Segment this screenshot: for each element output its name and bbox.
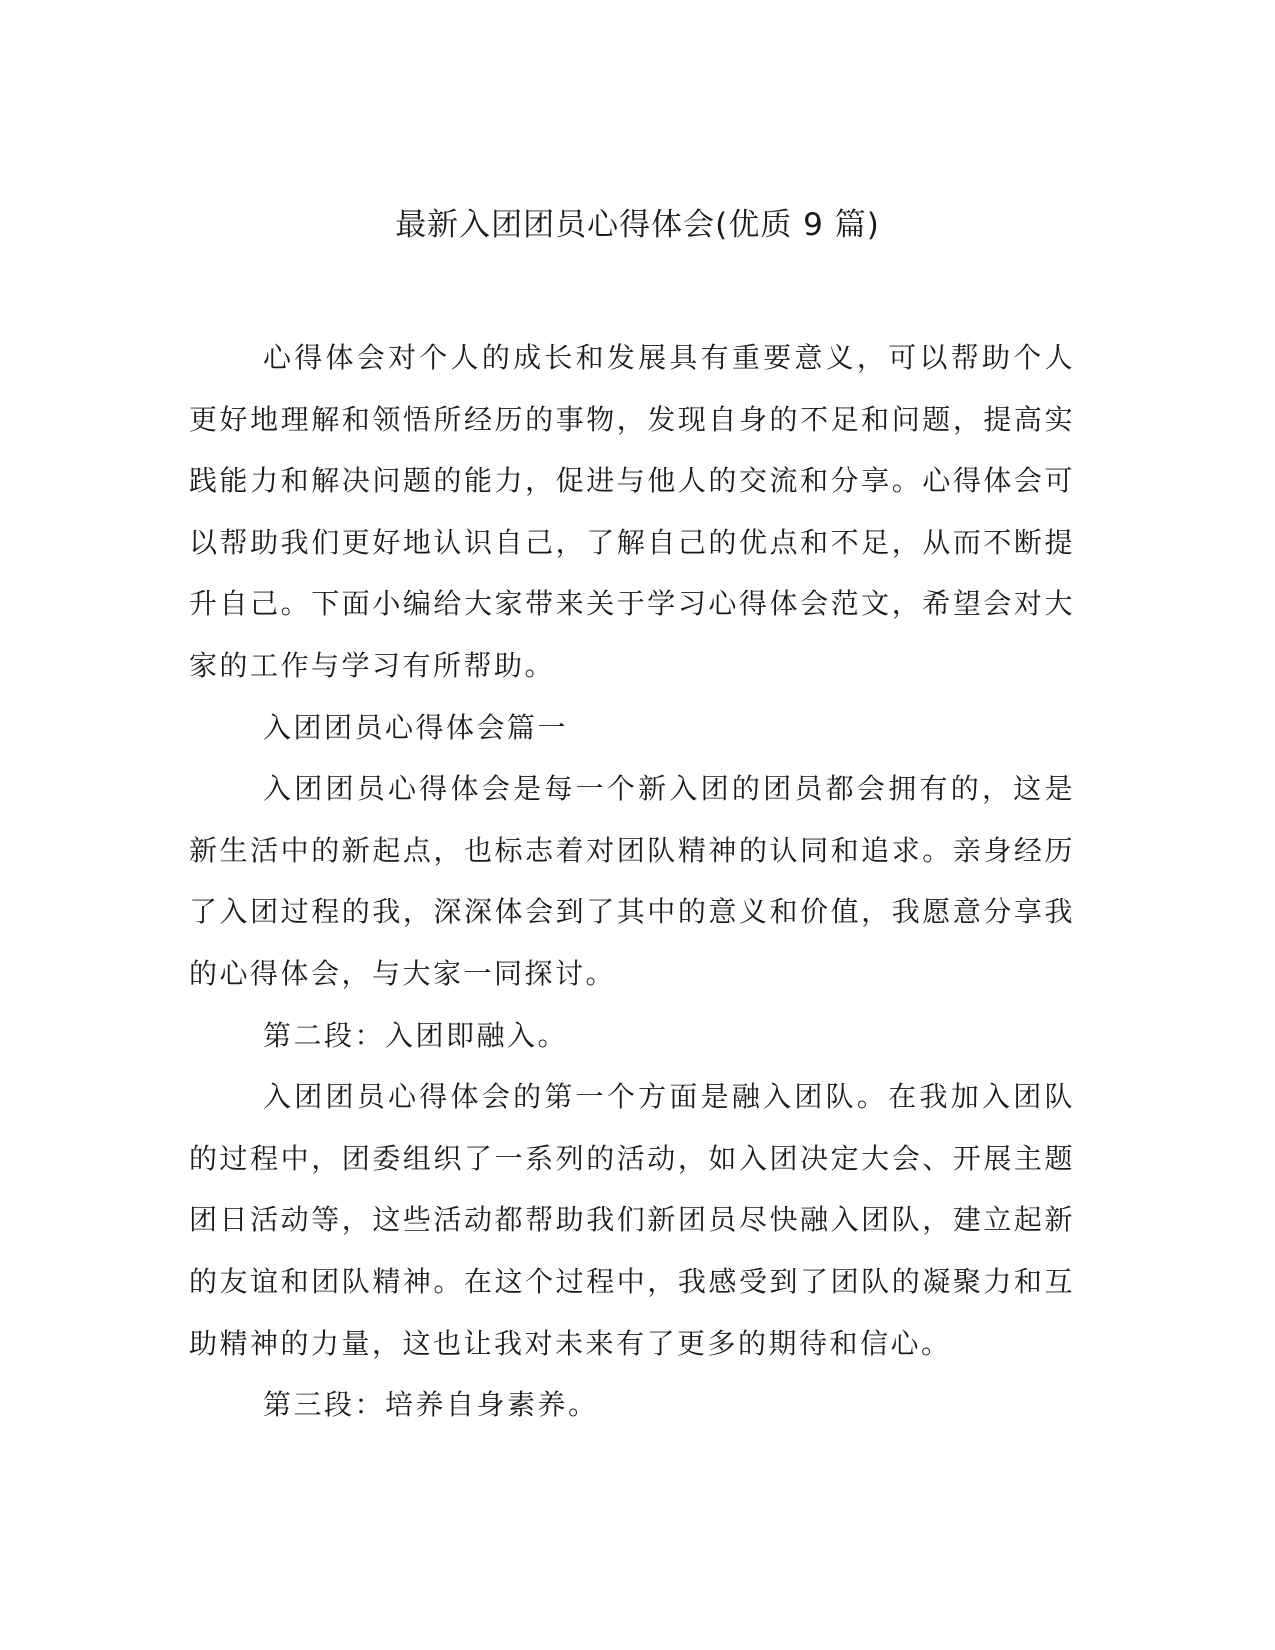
paragraph-second-section: 入团团员心得体会的第一个方面是融入团队。在我加入团队的过程中，团委组织了一系列的活动，如入团决定大会、开展主题团日活动等，这些活动都帮助我们新团员尽快融入团队，建立起新的友谊和团队精神。在这个过程中，我感受到了团队的凝聚力和互助精神的力量，这也让我对未来有了更多的期待和信心。 <box>189 1080 1075 1360</box>
section-heading-part-one: 入团团员心得体会篇一 <box>263 710 569 744</box>
intro-paragraph: 心得体会对个人的成长和发展具有重要意义，可以帮助个人更好地理解和领悟所经历的事物，发现自身的不足和问题，提高实践能力和解决问题的能力，促进与他人的交流和分享。心得体会可以帮助我们更好地认识自己，了解自己的优点和不足，从而不断提升自己。下面小编给大家带来关于学习心得体会范文，希望会对大家的工作与学习有所帮助。 <box>189 341 1075 682</box>
document-title: 最新入团团员心得体会(优质 9 篇) <box>395 207 880 243</box>
paragraph-part-one-intro: 入团团员心得体会是每一个新入团的团员都会拥有的，这是新生活中的新起点，也标志着对团队精神的认同和追求。亲身经历了入团过程的我，深深体会到了其中的意义和价值，我愿意分享我的心得体会，与大家一同探讨。 <box>189 772 1075 990</box>
section-heading-third: 第三段：培养自身素养。 <box>263 1388 599 1422</box>
document-body <box>189 327 1075 1436</box>
section-heading-second: 第二段：入团即融入。 <box>263 1018 569 1052</box>
